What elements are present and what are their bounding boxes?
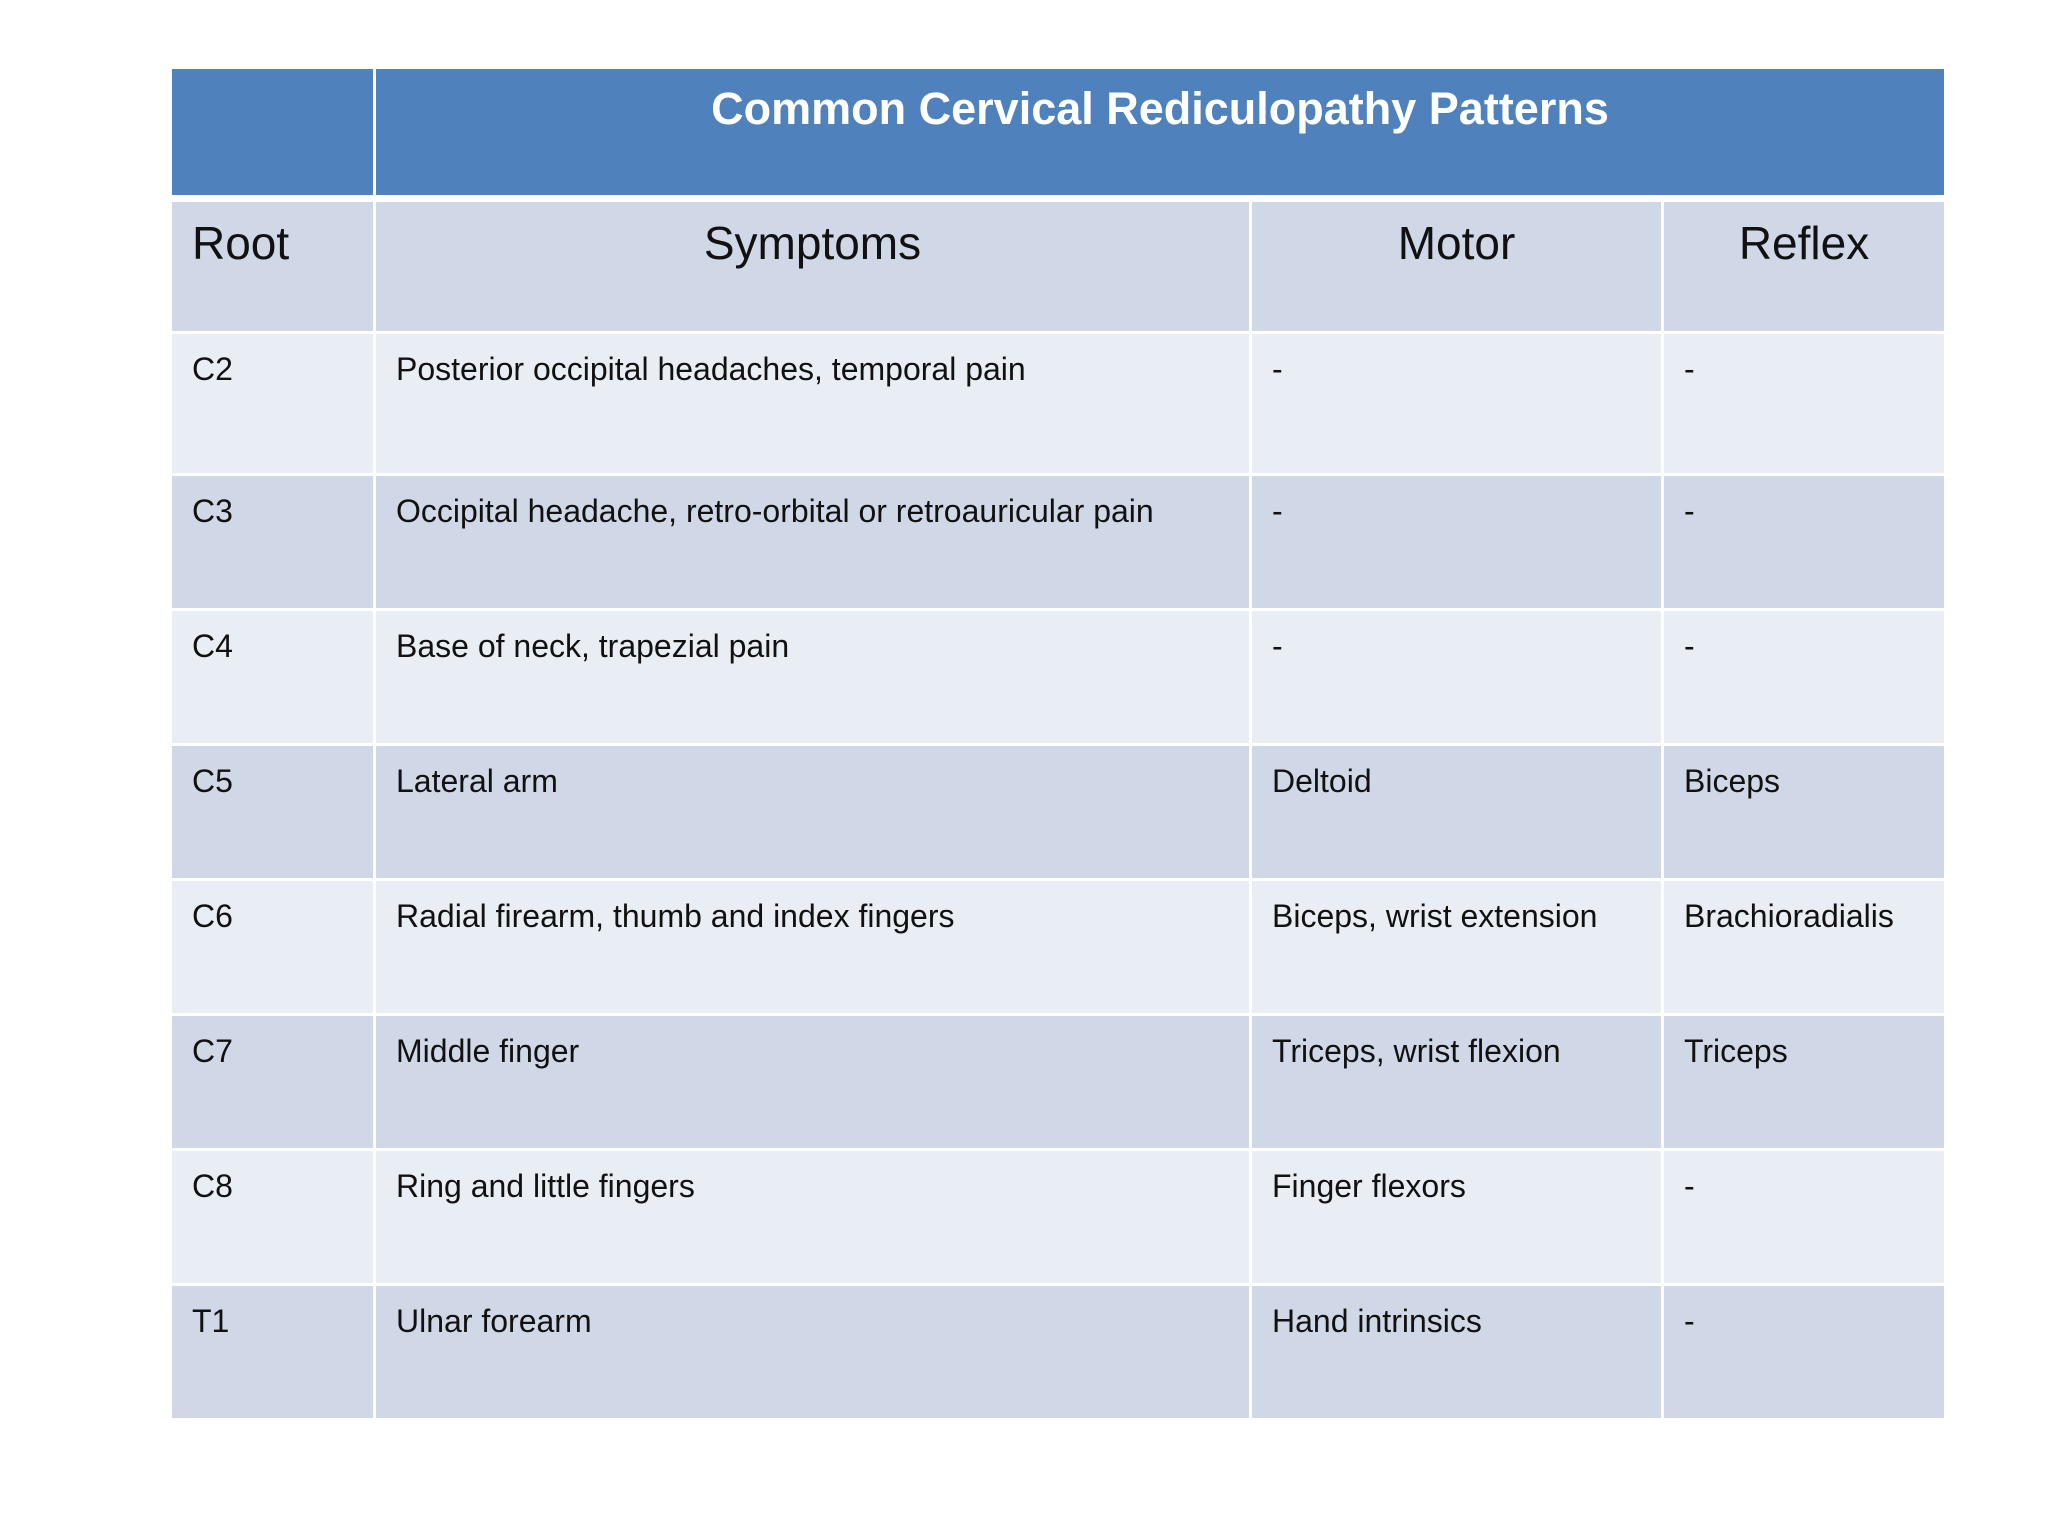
header-reflex: Reflex (1664, 202, 1944, 334)
table-row (172, 881, 1944, 1016)
cell-motor: Triceps, wrist flexion (1252, 1016, 1664, 1151)
cell-symptoms: Base of neck, trapezial pain (376, 611, 1252, 746)
table-row (172, 476, 1944, 611)
table-row (172, 611, 1944, 746)
table-header-row (172, 202, 1944, 334)
cell-reflex: - (1664, 334, 1944, 476)
table-row (172, 334, 1944, 476)
cell-motor: - (1252, 334, 1664, 476)
cell-root: C6 (172, 881, 376, 1016)
cell-root: C3 (172, 476, 376, 611)
cell-symptoms: Ulnar forearm (376, 1286, 1252, 1421)
cell-symptoms: Occipital headache, retro-orbital or retroauricular pain (376, 476, 1252, 611)
table-row (172, 1016, 1944, 1151)
cell-symptoms: Posterior occipital headaches, temporal pain (376, 334, 1252, 476)
cell-symptoms: Middle finger (376, 1016, 1252, 1151)
cell-root: C7 (172, 1016, 376, 1151)
cell-reflex: - (1664, 1286, 1944, 1421)
cell-root: C8 (172, 1151, 376, 1286)
table-row (172, 746, 1944, 881)
header-symptoms: Symptoms (376, 202, 1252, 334)
cell-motor: Finger flexors (1252, 1151, 1664, 1286)
cell-root: C4 (172, 611, 376, 746)
cervical-radiculopathy-table (172, 69, 1944, 1421)
table-title-row (172, 69, 1944, 202)
cell-symptoms: Radial firearm, thumb and index fingers (376, 881, 1252, 1016)
header-root: Root (172, 202, 376, 334)
cell-symptoms: Ring and little fingers (376, 1151, 1252, 1286)
cell-reflex: - (1664, 476, 1944, 611)
cell-reflex: - (1664, 611, 1944, 746)
cell-root: C5 (172, 746, 376, 881)
cell-reflex: Brachioradialis (1664, 881, 1944, 1016)
title-corner-cell (172, 69, 376, 202)
cell-root: C2 (172, 334, 376, 476)
cell-reflex: Biceps (1664, 746, 1944, 881)
cell-motor: Biceps, wrist extension (1252, 881, 1664, 1016)
cell-motor: Deltoid (1252, 746, 1664, 881)
table-row (172, 1286, 1944, 1421)
table-row (172, 1151, 1944, 1286)
cell-reflex: - (1664, 1151, 1944, 1286)
cell-symptoms: Lateral arm (376, 746, 1252, 881)
cell-motor: Hand intrinsics (1252, 1286, 1664, 1421)
cell-root: T1 (172, 1286, 376, 1421)
table-title: Common Cervical Rediculopathy Patterns (376, 69, 1944, 202)
cell-motor: - (1252, 476, 1664, 611)
cell-motor: - (1252, 611, 1664, 746)
cell-reflex: Triceps (1664, 1016, 1944, 1151)
header-motor: Motor (1252, 202, 1664, 334)
